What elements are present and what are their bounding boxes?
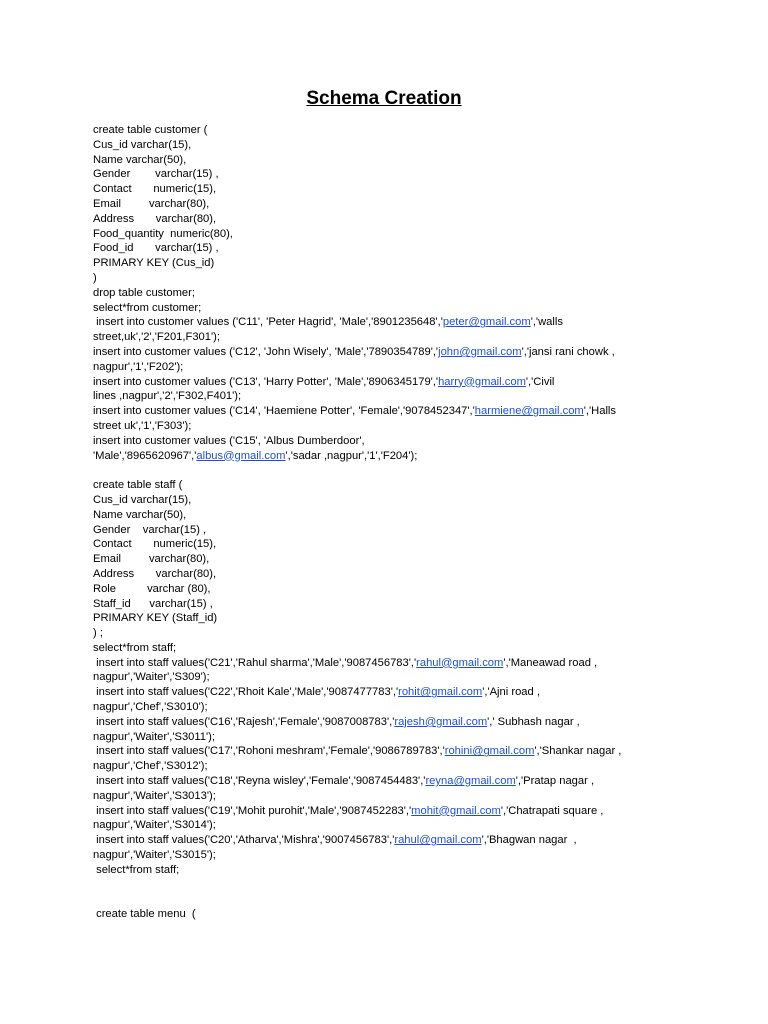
code-text: Staff_id varchar(15) , <box>93 597 213 610</box>
code-text: ) ; <box>93 627 103 640</box>
code-text: Gender varchar(15) , <box>93 523 207 536</box>
code-text: insert into customer values ('C12', 'John Wisely', 'Male','7890354789',' <box>93 345 439 358</box>
code-text: insert into customer values ('C13', 'Harry Potter', 'Male','8906345179',' <box>93 375 439 388</box>
staff-table <box>93 478 653 878</box>
code-line <box>93 301 653 316</box>
code-text: create table staff ( <box>93 479 183 492</box>
code-text: nagpur','Chef','S3012'); <box>93 760 208 773</box>
code-line <box>93 389 653 404</box>
code-text: Cus_id varchar(15), <box>93 493 192 506</box>
menu-table <box>93 907 653 922</box>
code-text: Contact numeric(15), <box>93 183 217 196</box>
code-text: ','Shankar nagar , <box>534 745 622 758</box>
code-line <box>93 833 653 848</box>
code-line <box>93 848 653 863</box>
code-line <box>93 330 653 345</box>
code-line <box>93 241 653 256</box>
code-line <box>93 153 653 168</box>
code-text: Email varchar(80), <box>93 553 210 566</box>
code-text: insert into customer values ('C15', 'Albus Dumberdoor', <box>93 434 365 447</box>
email-link[interactable]: rohini@gmail.com <box>444 745 535 758</box>
email-link[interactable]: peter@gmail.com <box>442 316 531 329</box>
code-line <box>93 626 653 641</box>
code-text: Role varchar (80), <box>93 582 211 595</box>
code-line <box>93 907 653 922</box>
code-line <box>93 256 653 271</box>
page-title: Schema Creation <box>306 88 462 109</box>
email-link[interactable]: reyna@gmail.com <box>425 775 516 788</box>
email-link[interactable]: rajesh@gmail.com <box>394 715 488 728</box>
code-text: ','sadar ,nagpur','1','F204'); <box>285 449 418 462</box>
code-text: Email varchar(80), <box>93 197 210 210</box>
code-line <box>93 508 653 523</box>
code-text: select*from staff; <box>93 641 177 654</box>
code-text: select*from customer; <box>93 301 202 314</box>
code-line <box>93 197 653 212</box>
email-link[interactable]: rahul@gmail.com <box>416 656 504 669</box>
code-text: lines ,nagpur','2','F302,F401'); <box>93 390 242 403</box>
code-text: 'Male','8965620967',' <box>93 449 197 462</box>
code-text: Food_id varchar(15) , <box>93 242 219 255</box>
code-line <box>93 818 653 833</box>
code-text: PRIMARY KEY (Cus_id) <box>93 257 215 270</box>
sql-script-body <box>93 123 653 922</box>
code-text: insert into staff values('C16','Rajesh','Female','9087008783',' <box>93 715 395 728</box>
code-text: nagpur','1','F202'); <box>93 360 184 373</box>
code-line <box>93 611 653 626</box>
code-text: nagpur','Waiter','S3015'); <box>93 849 216 862</box>
code-text: ',' Subhash nagar , <box>487 715 580 728</box>
code-line <box>93 700 653 715</box>
code-line <box>93 656 653 671</box>
code-line <box>93 641 653 656</box>
code-text: ','Bhagwan nagar , <box>481 834 577 847</box>
code-text: ','walls <box>530 316 563 329</box>
email-link[interactable]: harmiene@gmail.com <box>474 405 584 418</box>
code-line <box>93 685 653 700</box>
code-text: insert into staff values('C19','Mohit purohit','Male','9087452283',' <box>93 804 412 817</box>
code-text: create table menu ( <box>93 908 196 921</box>
code-text: ','jansi rani chowk , <box>521 345 615 358</box>
code-text: Name varchar(50), <box>93 508 187 521</box>
code-text: ','Halls <box>583 405 617 418</box>
code-text: drop table customer; <box>93 286 195 299</box>
code-text: street uk','1','F303'); <box>93 419 192 432</box>
code-line <box>93 345 653 360</box>
code-line <box>93 212 653 227</box>
code-line <box>93 434 653 449</box>
code-text: ','Pratap nagar , <box>515 775 595 788</box>
code-line <box>93 730 653 745</box>
code-text: select*from staff; <box>93 863 180 876</box>
code-text: nagpur','Waiter','S3014'); <box>93 819 216 832</box>
code-line <box>93 744 653 759</box>
code-line <box>93 182 653 197</box>
code-line <box>93 286 653 301</box>
code-line <box>93 759 653 774</box>
code-text: Address varchar(80), <box>93 567 217 580</box>
code-text: Cus_id varchar(15), <box>93 138 192 151</box>
code-text: Gender varchar(15) , <box>93 168 219 181</box>
code-line <box>93 419 653 434</box>
code-text: nagpur','Waiter','S3011'); <box>93 730 215 743</box>
code-line <box>93 167 653 182</box>
code-text: ) <box>93 271 97 284</box>
code-text: nagpur','Chef','S3010'); <box>93 701 208 714</box>
code-line <box>93 138 653 153</box>
code-text: PRIMARY KEY (Staff_id) <box>93 612 218 625</box>
code-text: insert into staff values('C17','Rohoni meshram','Female','9086789783',' <box>93 745 445 758</box>
code-line <box>93 271 653 286</box>
code-text: insert into customer values ('C14', 'Haemiene Potter', 'Female','9078452347',' <box>93 405 475 418</box>
code-line <box>93 478 653 493</box>
code-line <box>93 863 653 878</box>
code-line <box>93 774 653 789</box>
code-line <box>93 670 653 685</box>
blank-line <box>93 892 653 907</box>
email-link[interactable]: john@gmail.com <box>438 345 522 358</box>
code-text: ','Chatrapati square , <box>500 804 604 817</box>
code-text: ','Civil <box>525 375 555 388</box>
code-line <box>93 715 653 730</box>
code-line <box>93 227 653 242</box>
email-link[interactable]: rohit@gmail.com <box>398 686 483 699</box>
code-line <box>93 493 653 508</box>
code-line <box>93 597 653 612</box>
code-text: street,uk','2','F201,F301'); <box>93 331 220 344</box>
code-text: nagpur','Waiter','S309'); <box>93 671 210 684</box>
email-link[interactable]: mohit@gmail.com <box>411 804 501 817</box>
code-text: Address varchar(80), <box>93 212 217 225</box>
email-link[interactable]: harry@gmail.com <box>438 375 526 388</box>
code-line <box>93 804 653 819</box>
code-line <box>93 375 653 390</box>
code-text: insert into staff values('C22','Rhoit Kale','Male','9087477783',' <box>93 686 399 699</box>
code-text: insert into staff values('C18','Reyna wisley','Female','9087454483',' <box>93 775 426 788</box>
code-line <box>93 315 653 330</box>
code-text: Food_quantity numeric(80), <box>93 227 233 240</box>
code-text: Name varchar(50), <box>93 153 187 166</box>
customer-table <box>93 123 653 463</box>
code-line <box>93 360 653 375</box>
code-text: Contact numeric(15), <box>93 538 217 551</box>
code-text: insert into staff values('C20','Atharva','Mishra','9007456783',' <box>93 834 395 847</box>
code-line <box>93 537 653 552</box>
blank-line <box>93 878 653 893</box>
email-link[interactable]: rahul@gmail.com <box>394 834 482 847</box>
email-link[interactable]: albus@gmail.com <box>196 449 286 462</box>
code-line <box>93 523 653 538</box>
code-text: create table customer ( <box>93 124 208 136</box>
code-text: ','Ajni road , <box>482 686 540 699</box>
code-text: insert into staff values('C21','Rahul sharma','Male','9087456783',' <box>93 656 417 669</box>
code-line <box>93 582 653 597</box>
code-line <box>93 789 653 804</box>
code-text: ','Maneawad road , <box>503 656 598 669</box>
code-line <box>93 449 653 464</box>
code-line <box>93 552 653 567</box>
code-line <box>93 123 653 138</box>
code-text: nagpur','Waiter','S3013'); <box>93 789 216 802</box>
code-text: insert into customer values ('C11', 'Peter Hagrid', 'Male','8901235648',' <box>93 316 443 329</box>
blank-line <box>93 463 653 478</box>
code-line <box>93 404 653 419</box>
code-line <box>93 567 653 582</box>
